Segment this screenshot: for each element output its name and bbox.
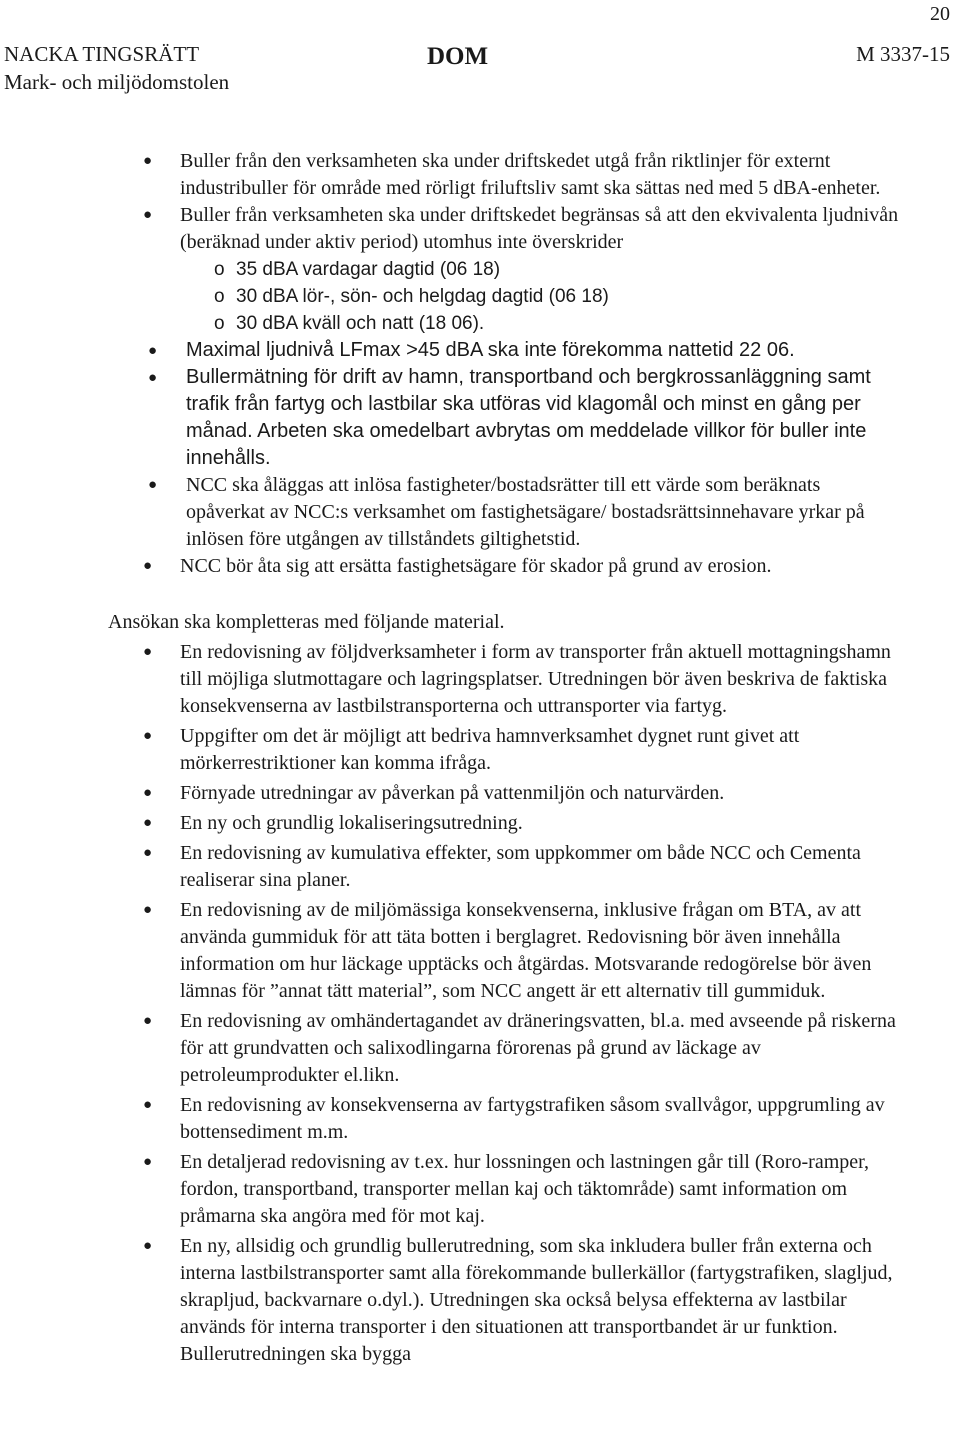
bullet-icon: ● bbox=[143, 207, 153, 223]
bullet-icon: ● bbox=[143, 1154, 153, 1170]
list-item bbox=[0, 723, 900, 777]
list-item bbox=[0, 202, 900, 337]
list-item-text: En redovisning av konsekvenserna av fartygstrafiken såsom svallvågor, uppgrumling av bottensediment m.m. bbox=[180, 1094, 885, 1143]
sub-list-item bbox=[214, 256, 900, 283]
bullet-icon: ● bbox=[143, 558, 153, 574]
list-item bbox=[0, 553, 900, 580]
list-item bbox=[0, 472, 900, 553]
list-item-text: NCC bör åta sig att ersätta fastighetsägare för skador på grund av erosion. bbox=[180, 555, 772, 577]
list-item bbox=[0, 897, 900, 1005]
requests-section bbox=[0, 609, 960, 1368]
page-number: 20 bbox=[930, 3, 950, 25]
bullet-icon: ● bbox=[143, 1013, 153, 1029]
sub-list-item bbox=[214, 310, 900, 337]
list-item-text: En redovisning av följdverksamheter i form av transporter från aktuell mottagningshamn till möjliga slutmottagare och lagringsplatser. Utredningen bör även beskriva de faktiska konsekvenserna av lastbilstransporterna och uttransporter via fartyg. bbox=[180, 641, 891, 717]
court-line-2: Mark- och miljödomstolen bbox=[4, 70, 230, 94]
court-name bbox=[4, 40, 229, 96]
court-line-1: NACKA TINGSRÄTT bbox=[4, 42, 200, 66]
list-item bbox=[0, 364, 900, 472]
list-item bbox=[0, 810, 900, 837]
list-item bbox=[0, 1233, 900, 1368]
bullet-icon: ● bbox=[148, 477, 158, 493]
list-item-text: NCC ska åläggas att inlösa fastigheter/bostadsrätter till ett värde som beräknats opåverkat av NCC:s verksamhet om fastighetsägare/ bostadsrättsinnehavare yrkar på inlösen före utgången av tillståndets giltighetstid. bbox=[186, 474, 865, 550]
document-type: DOM bbox=[427, 43, 489, 70]
list-item-text: En detaljerad redovisning av t.ex. hur lossningen och lastningen går till (Roro-ramper, fordon, transportband, transporter mellan kaj och täktområde) samt information om pråmarna ska angöra med för mot kaj. bbox=[180, 1151, 870, 1227]
sub-list-item-text: 30 dBA kväll och natt (18 06). bbox=[236, 313, 485, 334]
circle-bullet-icon: o bbox=[214, 259, 225, 280]
list-item bbox=[0, 840, 900, 894]
bullet-icon: ● bbox=[143, 728, 153, 744]
bullet-icon: ● bbox=[143, 785, 153, 801]
document-body bbox=[0, 148, 960, 1371]
document-header bbox=[4, 40, 950, 100]
conditions-list bbox=[0, 148, 960, 580]
list-item-text: En redovisning av de miljömässiga konsekvenserna, inklusive frågan om BTA, av att använda gummiduk för att täta botten i berglagret. Redovisning bör även innehålla information om hur läckage upptäcks och åtgärdas. Motsvarande redogörelse bör även lämnas för ”annat tätt material”, som NCC angett är ett alternativ till gummiduk. bbox=[180, 899, 872, 1002]
list-item bbox=[0, 1092, 900, 1146]
case-number: M 3337-15 bbox=[856, 42, 950, 66]
list-item bbox=[0, 148, 900, 202]
sub-list-item bbox=[214, 283, 900, 310]
requests-intro: Ansökan ska kompletteras med följande material. bbox=[108, 611, 505, 633]
bullet-icon: ● bbox=[143, 815, 153, 831]
list-item-text: Maximal ljudnivå LFmax >45 dBA ska inte förekomma nattetid 22 06. bbox=[186, 339, 795, 361]
bullet-icon: ● bbox=[148, 342, 158, 359]
list-item bbox=[0, 1149, 900, 1230]
list-item bbox=[0, 1008, 900, 1089]
list-item-text: Förnyade utredningar av påverkan på vattenmiljön och naturvärden. bbox=[180, 782, 725, 804]
list-item-text: Bullermätning för drift av hamn, transportband och bergkrossanläggning samt trafik från fartyg och lastbilar ska utföras vid klagomål och minst en gång per månad. Arbeten ska omedelbart avbrytas om meddelade villkor för buller inte innehålls. bbox=[186, 366, 871, 469]
bullet-icon: ● bbox=[143, 1238, 153, 1254]
list-item bbox=[0, 639, 900, 720]
list-item-text: Uppgifter om det är möjligt att bedriva hamnverksamhet dygnet runt givet att mörkerrestriktioner kan komma ifråga. bbox=[180, 725, 800, 774]
sub-list bbox=[180, 256, 900, 337]
circle-bullet-icon: o bbox=[214, 313, 225, 334]
list-item bbox=[0, 337, 900, 364]
list-item-text: Buller från verksamheten ska under driftskedet begränsas så att den ekvivalenta ljudnivån (beräknad under aktiv period) utomhus inte överskrider bbox=[180, 204, 899, 253]
bullet-icon: ● bbox=[148, 369, 158, 386]
list-item bbox=[0, 780, 900, 807]
list-item-text: En redovisning av kumulativa effekter, som uppkommer om både NCC och Cementa realiserar sina planer. bbox=[180, 842, 861, 891]
list-item-text: En ny och grundlig lokaliseringsutredning. bbox=[180, 812, 523, 834]
sub-list-item-text: 30 dBA lör-, sön- och helgdag dagtid (06 18) bbox=[236, 286, 609, 307]
bullet-icon: ● bbox=[143, 644, 153, 660]
sub-list-item-text: 35 dBA vardagar dagtid (06 18) bbox=[236, 259, 501, 280]
circle-bullet-icon: o bbox=[214, 286, 225, 307]
bullet-icon: ● bbox=[143, 1097, 153, 1113]
bullet-icon: ● bbox=[143, 902, 153, 918]
list-item-text: En ny, allsidig och grundlig bullerutredning, som ska inkludera buller från externa och interna lastbilstransporter samt alla förekommande bullerkällor (fartygstrafiken, slagljud, skrapljud, backvarnare o.dyl.). Utredningen ska också belysa effekterna av lastbilar används för interna transporter i den situationen att transportbandet är ur funktion. Bullerutredningen ska bygga bbox=[180, 1235, 893, 1365]
bullet-icon: ● bbox=[143, 153, 153, 169]
list-item-text: En redovisning av omhändertagandet av dräneringsvatten, bl.a. med avseende på riskerna för att grundvatten och salixodlingarna förorenas på grund av läckage av petroleumprodukter el.likn. bbox=[180, 1010, 896, 1086]
bullet-icon: ● bbox=[143, 845, 153, 861]
list-item-text: Buller från den verksamheten ska under driftskedet utgå från riktlinjer för externt industribuller för område med rörligt friluftsliv samt ska sättas ned med 5 dBA-enheter. bbox=[180, 150, 881, 199]
requests-list bbox=[0, 639, 960, 1368]
